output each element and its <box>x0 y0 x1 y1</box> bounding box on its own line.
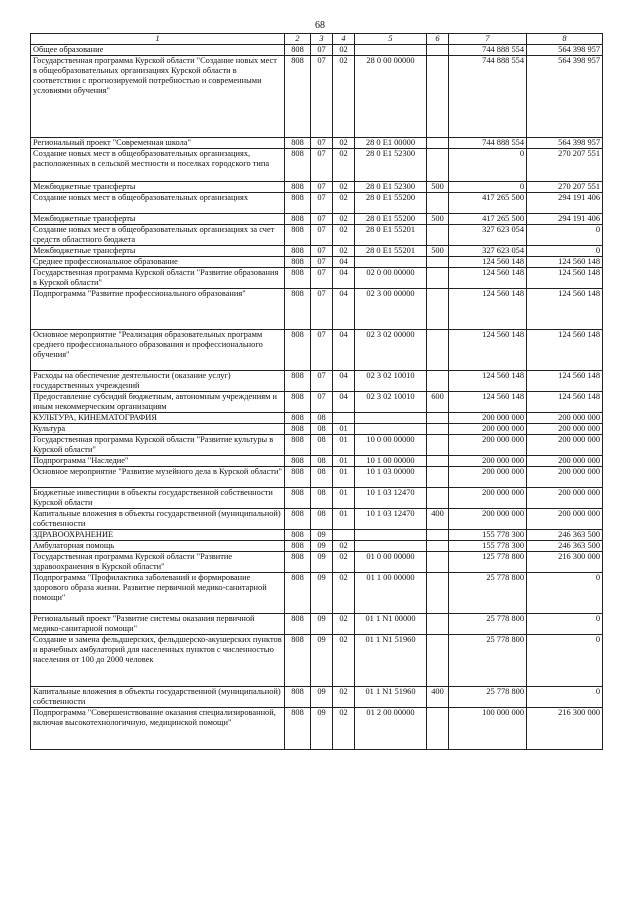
table-row <box>31 225 603 246</box>
subsection-cell: 02 <box>333 56 355 138</box>
expense-type-cell <box>427 268 449 289</box>
amount-year2-cell: 0 <box>527 246 603 257</box>
admin-code-cell: 808 <box>285 413 311 424</box>
amount-year2-cell: 246 363 500 <box>527 530 603 541</box>
amount-year2-cell: 200 000 000 <box>527 413 603 424</box>
admin-code-cell: 808 <box>285 614 311 635</box>
target-article-cell <box>355 45 427 56</box>
table-row <box>31 509 603 530</box>
amount-year1-cell: 25 778 800 <box>449 614 527 635</box>
amount-year2-cell: 216 300 000 <box>527 708 603 750</box>
amount-year1-cell: 125 778 800 <box>449 552 527 573</box>
row-name-cell: Основное мероприятие "Реализация образовательных программ среднего профессионального образования и профессионального обучения" <box>31 330 285 371</box>
section-cell: 09 <box>311 573 333 614</box>
amount-year2-cell: 200 000 000 <box>527 467 603 488</box>
row-name-cell: Подпрограмма "Совершенствование оказания специализированной, включая высокотехнологичную, медицинской помощи" <box>31 708 285 750</box>
expense-type-cell <box>427 330 449 371</box>
row-name-cell: Государственная программа Курской области "Развитие образования в Курской области" <box>31 268 285 289</box>
table-row <box>31 413 603 424</box>
target-article-cell: 02 0 00 00000 <box>355 268 427 289</box>
amount-year1-cell: 417 265 500 <box>449 214 527 225</box>
section-cell: 07 <box>311 246 333 257</box>
subsection-cell: 02 <box>333 708 355 750</box>
amount-year1-cell: 744 888 554 <box>449 45 527 56</box>
table-row <box>31 573 603 614</box>
amount-year1-cell: 155 778 300 <box>449 541 527 552</box>
row-name-cell: Капитальные вложения в объекты государственной (муниципальной) собственности <box>31 687 285 708</box>
target-article-cell: 28 0 E1 55200 <box>355 193 427 214</box>
subsection-cell: 02 <box>333 149 355 182</box>
section-cell: 07 <box>311 138 333 149</box>
table-row <box>31 552 603 573</box>
admin-code-cell: 808 <box>285 541 311 552</box>
table-row <box>31 614 603 635</box>
amount-year2-cell: 270 207 551 <box>527 182 603 193</box>
admin-code-cell: 808 <box>285 268 311 289</box>
column-header: 2 <box>285 34 311 45</box>
target-article-cell: 10 1 03 12470 <box>355 488 427 509</box>
target-article-cell: 10 1 03 12470 <box>355 509 427 530</box>
amount-year1-cell: 327 623 054 <box>449 225 527 246</box>
table-row <box>31 687 603 708</box>
admin-code-cell: 808 <box>285 708 311 750</box>
expense-type-cell <box>427 552 449 573</box>
section-cell: 07 <box>311 193 333 214</box>
expense-type-cell <box>427 289 449 330</box>
amount-year1-cell: 0 <box>449 182 527 193</box>
table-row <box>31 289 603 330</box>
target-article-cell <box>355 413 427 424</box>
row-name-cell: Расходы на обеспечение деятельности (оказание услуг) государственных учреждений <box>31 371 285 392</box>
expense-type-cell <box>427 614 449 635</box>
admin-code-cell: 808 <box>285 530 311 541</box>
section-cell: 08 <box>311 488 333 509</box>
amount-year1-cell: 100 000 000 <box>449 708 527 750</box>
subsection-cell: 01 <box>333 424 355 435</box>
subsection-cell: 02 <box>333 45 355 56</box>
section-cell: 08 <box>311 509 333 530</box>
table-row <box>31 214 603 225</box>
expense-type-cell <box>427 424 449 435</box>
subsection-cell: 02 <box>333 687 355 708</box>
column-header: 5 <box>355 34 427 45</box>
target-article-cell: 01 1 00 00000 <box>355 573 427 614</box>
row-name-cell: КУЛЬТУРА, КИНЕМАТОГРАФИЯ <box>31 413 285 424</box>
admin-code-cell: 808 <box>285 138 311 149</box>
target-article-cell: 01 1 N1 00000 <box>355 614 427 635</box>
row-name-cell: Межбюджетные трансферты <box>31 182 285 193</box>
section-cell: 07 <box>311 392 333 413</box>
expense-type-cell <box>427 193 449 214</box>
table-row <box>31 138 603 149</box>
subsection-cell: 01 <box>333 435 355 456</box>
amount-year2-cell: 0 <box>527 635 603 687</box>
section-cell: 09 <box>311 635 333 687</box>
section-cell: 09 <box>311 708 333 750</box>
amount-year1-cell: 200 000 000 <box>449 488 527 509</box>
subsection-cell <box>333 530 355 541</box>
subsection-cell: 02 <box>333 541 355 552</box>
row-name-cell: Подпрограмма "Наследие" <box>31 456 285 467</box>
amount-year2-cell: 564 398 957 <box>527 56 603 138</box>
subsection-cell: 02 <box>333 552 355 573</box>
admin-code-cell: 808 <box>285 246 311 257</box>
amount-year2-cell: 200 000 000 <box>527 456 603 467</box>
target-article-cell: 02 3 00 00000 <box>355 289 427 330</box>
amount-year1-cell: 417 265 500 <box>449 193 527 214</box>
amount-year2-cell: 200 000 000 <box>527 509 603 530</box>
amount-year1-cell: 25 778 800 <box>449 573 527 614</box>
expense-type-cell <box>427 371 449 392</box>
table-row <box>31 488 603 509</box>
section-cell: 09 <box>311 552 333 573</box>
target-article-cell: 01 1 N1 51960 <box>355 635 427 687</box>
admin-code-cell: 808 <box>285 509 311 530</box>
table-row <box>31 541 603 552</box>
admin-code-cell: 808 <box>285 371 311 392</box>
section-cell: 08 <box>311 435 333 456</box>
expense-type-cell <box>427 456 449 467</box>
table-row <box>31 193 603 214</box>
row-name-cell: Создание новых мест в общеобразовательных организациях, расположенных в сельской местности и поселках городского типа <box>31 149 285 182</box>
table-row <box>31 246 603 257</box>
admin-code-cell: 808 <box>285 289 311 330</box>
column-header: 3 <box>311 34 333 45</box>
section-cell: 07 <box>311 257 333 268</box>
amount-year1-cell: 25 778 800 <box>449 635 527 687</box>
amount-year2-cell: 0 <box>527 573 603 614</box>
table-row <box>31 149 603 182</box>
column-header: 8 <box>527 34 603 45</box>
admin-code-cell: 808 <box>285 488 311 509</box>
amount-year1-cell: 124 560 148 <box>449 330 527 371</box>
amount-year2-cell: 0 <box>527 687 603 708</box>
section-cell: 07 <box>311 330 333 371</box>
amount-year2-cell: 200 000 000 <box>527 435 603 456</box>
admin-code-cell: 808 <box>285 225 311 246</box>
table-row <box>31 708 603 750</box>
amount-year1-cell: 744 888 554 <box>449 56 527 138</box>
row-name-cell: Межбюджетные трансферты <box>31 214 285 225</box>
section-cell: 07 <box>311 268 333 289</box>
row-name-cell: Региональный проект "Развитие системы оказания первичной медико-санитарной помощи" <box>31 614 285 635</box>
amount-year2-cell: 216 300 000 <box>527 552 603 573</box>
header-row <box>31 34 603 45</box>
table-row <box>31 45 603 56</box>
admin-code-cell: 808 <box>285 552 311 573</box>
expense-type-cell <box>427 138 449 149</box>
expense-type-cell <box>427 257 449 268</box>
amount-year1-cell: 200 000 000 <box>449 413 527 424</box>
subsection-cell: 01 <box>333 467 355 488</box>
page-number: 68 <box>315 20 325 31</box>
amount-year2-cell: 124 560 148 <box>527 257 603 268</box>
amount-year2-cell: 564 398 957 <box>527 45 603 56</box>
table-row <box>31 330 603 371</box>
row-name-cell: ЗДРАВООХРАНЕНИЕ <box>31 530 285 541</box>
amount-year1-cell: 327 623 054 <box>449 246 527 257</box>
target-article-cell: 28 0 00 00000 <box>355 56 427 138</box>
expense-type-cell <box>427 149 449 182</box>
amount-year2-cell: 0 <box>527 614 603 635</box>
section-cell: 08 <box>311 424 333 435</box>
table-row <box>31 182 603 193</box>
amount-year1-cell: 0 <box>449 149 527 182</box>
expense-type-cell <box>427 225 449 246</box>
target-article-cell: 01 1 N1 51960 <box>355 687 427 708</box>
admin-code-cell: 808 <box>285 435 311 456</box>
amount-year1-cell: 200 000 000 <box>449 509 527 530</box>
row-name-cell: Капитальные вложения в объекты государственной (муниципальной) собственности <box>31 509 285 530</box>
subsection-cell: 02 <box>333 614 355 635</box>
expense-type-cell <box>427 708 449 750</box>
amount-year1-cell: 200 000 000 <box>449 424 527 435</box>
expense-type-cell <box>427 45 449 56</box>
expense-type-cell: 600 <box>427 392 449 413</box>
expense-type-cell <box>427 541 449 552</box>
row-name-cell: Среднее профессиональное образование <box>31 257 285 268</box>
row-name-cell: Бюджетные инвестиции в объекты государственной собственности Курской области <box>31 488 285 509</box>
row-name-cell: Региональный проект "Современная школа" <box>31 138 285 149</box>
amount-year1-cell: 25 778 800 <box>449 687 527 708</box>
expense-type-cell <box>427 573 449 614</box>
target-article-cell: 28 0 E1 00000 <box>355 138 427 149</box>
section-cell: 07 <box>311 56 333 138</box>
row-name-cell: Культура <box>31 424 285 435</box>
column-header: 1 <box>31 34 285 45</box>
expense-type-cell <box>427 435 449 456</box>
table-row <box>31 268 603 289</box>
expense-type-cell <box>427 635 449 687</box>
column-header: 7 <box>449 34 527 45</box>
admin-code-cell: 808 <box>285 573 311 614</box>
amount-year1-cell: 124 560 148 <box>449 392 527 413</box>
subsection-cell: 02 <box>333 193 355 214</box>
subsection-cell: 02 <box>333 138 355 149</box>
row-name-cell: Государственная программа Курской области "Развитие здравоохранения в Курской области" <box>31 552 285 573</box>
target-article-cell <box>355 530 427 541</box>
expense-type-cell: 500 <box>427 214 449 225</box>
admin-code-cell: 808 <box>285 182 311 193</box>
subsection-cell: 01 <box>333 456 355 467</box>
section-cell: 08 <box>311 467 333 488</box>
target-article-cell <box>355 424 427 435</box>
subsection-cell: 04 <box>333 371 355 392</box>
section-cell: 07 <box>311 214 333 225</box>
row-name-cell: Государственная программа Курской области "Развитие культуры в Курской области" <box>31 435 285 456</box>
subsection-cell: 02 <box>333 635 355 687</box>
amount-year2-cell: 124 560 148 <box>527 371 603 392</box>
row-name-cell: Создание и замена фельдшерских, фельдшерско-акушерских пунктов и врачебных амбулаторий для населенных пунктов с численностью населения от 100 до 2000 человек <box>31 635 285 687</box>
target-article-cell: 28 0 E1 55201 <box>355 225 427 246</box>
row-name-cell: Основное мероприятие "Развитие музейного дела в Курской области" <box>31 467 285 488</box>
amount-year1-cell: 124 560 148 <box>449 257 527 268</box>
section-cell: 07 <box>311 149 333 182</box>
subsection-cell: 01 <box>333 488 355 509</box>
table-row <box>31 635 603 687</box>
expense-type-cell: 500 <box>427 246 449 257</box>
subsection-cell: 04 <box>333 392 355 413</box>
admin-code-cell: 808 <box>285 149 311 182</box>
row-name-cell: Создание новых мест в общеобразовательных организациях за счет средств областного бюджета <box>31 225 285 246</box>
amount-year1-cell: 744 888 554 <box>449 138 527 149</box>
table-row <box>31 530 603 541</box>
admin-code-cell: 808 <box>285 392 311 413</box>
expense-type-cell <box>427 530 449 541</box>
table-row <box>31 257 603 268</box>
amount-year2-cell: 294 191 406 <box>527 214 603 225</box>
amount-year2-cell: 124 560 148 <box>527 268 603 289</box>
amount-year2-cell: 124 560 148 <box>527 392 603 413</box>
section-cell: 07 <box>311 371 333 392</box>
expense-type-cell: 500 <box>427 182 449 193</box>
admin-code-cell: 808 <box>285 257 311 268</box>
expense-type-cell: 400 <box>427 509 449 530</box>
table-row <box>31 424 603 435</box>
subsection-cell: 02 <box>333 573 355 614</box>
subsection-cell: 04 <box>333 268 355 289</box>
target-article-cell: 01 0 00 00000 <box>355 552 427 573</box>
table-row <box>31 392 603 413</box>
amount-year2-cell: 124 560 148 <box>527 330 603 371</box>
target-article-cell: 02 3 02 10010 <box>355 371 427 392</box>
section-cell: 07 <box>311 182 333 193</box>
target-article-cell: 02 3 02 10010 <box>355 392 427 413</box>
table-row <box>31 467 603 488</box>
target-article-cell: 01 2 00 00000 <box>355 708 427 750</box>
amount-year1-cell: 200 000 000 <box>449 435 527 456</box>
section-cell: 09 <box>311 614 333 635</box>
subsection-cell: 04 <box>333 330 355 371</box>
admin-code-cell: 808 <box>285 456 311 467</box>
amount-year2-cell: 124 560 148 <box>527 289 603 330</box>
section-cell: 09 <box>311 530 333 541</box>
admin-code-cell: 808 <box>285 424 311 435</box>
row-name-cell: Общее образование <box>31 45 285 56</box>
amount-year1-cell: 155 778 300 <box>449 530 527 541</box>
table-row <box>31 435 603 456</box>
row-name-cell: Межбюджетные трансферты <box>31 246 285 257</box>
row-name-cell: Подпрограмма "Профилактика заболеваний и формирование здорового образа жизни. Развитие первичной медико-санитарной помощи" <box>31 573 285 614</box>
section-cell: 07 <box>311 45 333 56</box>
expense-type-cell <box>427 56 449 138</box>
section-cell: 08 <box>311 456 333 467</box>
amount-year2-cell: 294 191 406 <box>527 193 603 214</box>
table-row <box>31 371 603 392</box>
target-article-cell: 28 0 E1 52300 <box>355 149 427 182</box>
expense-type-cell <box>427 413 449 424</box>
subsection-cell: 02 <box>333 182 355 193</box>
amount-year1-cell: 124 560 148 <box>449 371 527 392</box>
admin-code-cell: 808 <box>285 467 311 488</box>
table-row <box>31 456 603 467</box>
admin-code-cell: 808 <box>285 687 311 708</box>
subsection-cell: 02 <box>333 246 355 257</box>
target-article-cell <box>355 541 427 552</box>
section-cell: 09 <box>311 541 333 552</box>
admin-code-cell: 808 <box>285 193 311 214</box>
target-article-cell: 10 1 00 00000 <box>355 456 427 467</box>
expense-type-cell: 400 <box>427 687 449 708</box>
target-article-cell <box>355 257 427 268</box>
amount-year1-cell: 200 000 000 <box>449 467 527 488</box>
admin-code-cell: 808 <box>285 330 311 371</box>
amount-year2-cell: 200 000 000 <box>527 488 603 509</box>
subsection-cell: 04 <box>333 289 355 330</box>
subsection-cell: 01 <box>333 509 355 530</box>
column-header: 6 <box>427 34 449 45</box>
row-name-cell: Амбулаторная помощь <box>31 541 285 552</box>
amount-year2-cell: 0 <box>527 225 603 246</box>
subsection-cell: 02 <box>333 225 355 246</box>
amount-year2-cell: 246 363 500 <box>527 541 603 552</box>
row-name-cell: Предоставление субсидий бюджетным, автономным учреждениям и иным некоммерческим организациям <box>31 392 285 413</box>
section-cell: 07 <box>311 225 333 246</box>
expense-type-cell <box>427 467 449 488</box>
amount-year2-cell: 564 398 957 <box>527 138 603 149</box>
amount-year2-cell: 270 207 551 <box>527 149 603 182</box>
amount-year2-cell: 200 000 000 <box>527 424 603 435</box>
expense-type-cell <box>427 488 449 509</box>
amount-year1-cell: 124 560 148 <box>449 268 527 289</box>
column-header: 4 <box>333 34 355 45</box>
admin-code-cell: 808 <box>285 56 311 138</box>
row-name-cell: Создание новых мест в общеобразовательных организациях <box>31 193 285 214</box>
amount-year1-cell: 124 560 148 <box>449 289 527 330</box>
target-article-cell: 10 0 00 00000 <box>355 435 427 456</box>
target-article-cell: 28 0 E1 55200 <box>355 214 427 225</box>
subsection-cell: 04 <box>333 257 355 268</box>
admin-code-cell: 808 <box>285 45 311 56</box>
amount-year1-cell: 200 000 000 <box>449 456 527 467</box>
budget-table <box>30 33 603 750</box>
section-cell: 08 <box>311 413 333 424</box>
section-cell: 07 <box>311 289 333 330</box>
table-row <box>31 56 603 138</box>
target-article-cell: 10 1 03 00000 <box>355 467 427 488</box>
target-article-cell: 02 3 02 00000 <box>355 330 427 371</box>
subsection-cell: 02 <box>333 214 355 225</box>
target-article-cell: 28 0 E1 52300 <box>355 182 427 193</box>
section-cell: 09 <box>311 687 333 708</box>
admin-code-cell: 808 <box>285 214 311 225</box>
row-name-cell: Подпрограмма "Развитие профессионального образования" <box>31 289 285 330</box>
target-article-cell: 28 0 E1 55201 <box>355 246 427 257</box>
row-name-cell: Государственная программа Курской области "Создание новых мест в общеобразовательных организациях Курской области в соответствии с прогнозируемой потребностью и современными условиями обучения" <box>31 56 285 138</box>
admin-code-cell: 808 <box>285 635 311 687</box>
subsection-cell <box>333 413 355 424</box>
